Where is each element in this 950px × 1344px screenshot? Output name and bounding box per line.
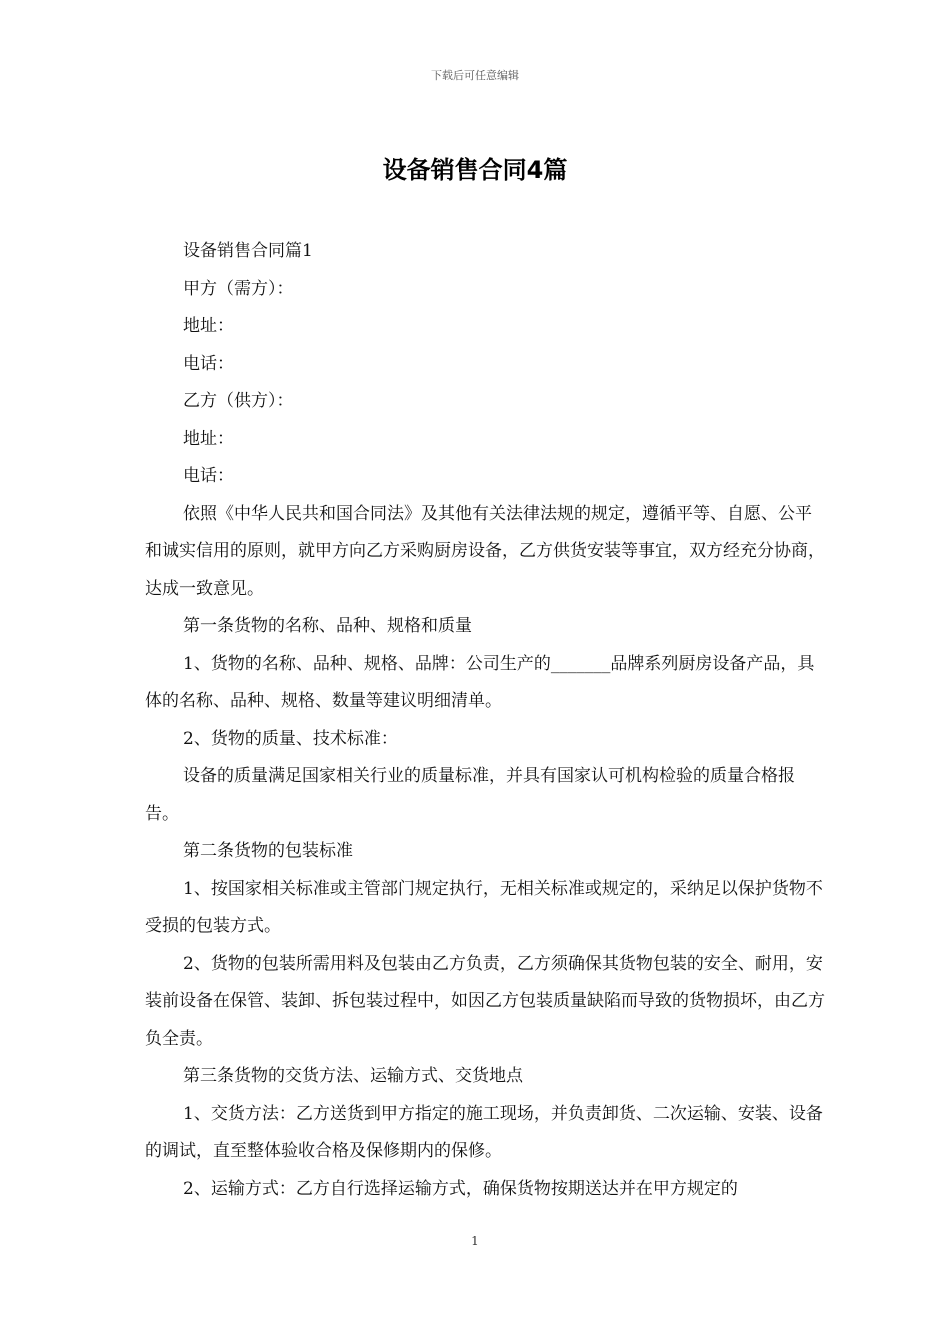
party-b-phone: 电话：	[183, 466, 234, 486]
party-b-address: 地址：	[183, 428, 234, 449]
article-2-clause-1: 1、按国家相关标准或主管部门规定执行，无相关标准或规定的，采纳足以保护货物不受损的包装方式。	[145, 878, 823, 936]
page-number: 1	[471, 1234, 479, 1248]
section-heading: 设备销售合同篇1	[183, 241, 313, 261]
document-title: 设备销售合同4篇	[382, 156, 568, 184]
party-b-label: 乙方（供方）：	[183, 391, 294, 411]
article-3-clause-1: 1、交货方法：乙方送货到甲方指定的施工现场，并负责卸货、二次运输、安装、设备的调试，直至整体验收合格及保修期内的保修。	[145, 1103, 823, 1161]
article-3-heading: 第三条货物的交货方法、运输方式、交货地点	[183, 1066, 523, 1086]
article-2-clause-2: 2、货物的包装所需用料及包装由乙方负责，乙方须确保其货物包装的安全、耐用，安装前设备在保管、装卸、拆包装过程中，如因乙方包装质量缺陷而导致的货物损坏，由乙方负全责。	[145, 953, 825, 1049]
article-3-clause-2: 2、运输方式：乙方自行选择运输方式，确保货物按期送达并在甲方规定的	[183, 1178, 738, 1199]
header-note: 下载后可任意编辑	[431, 69, 519, 82]
article-1-clause-2-detail: 设备的质量满足国家相关行业的质量标准，并具有国家认可机构检验的质量合格报告。	[145, 766, 795, 824]
party-a-phone: 电话：	[183, 353, 234, 374]
party-a-address: 地址：	[183, 316, 234, 336]
article-1-heading: 第一条货物的名称、品种、规格和质量	[183, 616, 472, 636]
article-1-clause-1: 1、货物的名称、品种、规格、品牌：公司生产的_______品牌系列厨房设备产品，具体的名称、品种、规格、数量等建议明细清单。	[145, 653, 815, 711]
party-a-label: 甲方（需方）：	[183, 278, 294, 299]
article-1-clause-2: 2、货物的质量、技术标准：	[183, 728, 398, 749]
article-2-heading: 第二条货物的包装标准	[183, 841, 353, 861]
preamble-paragraph: 依照《中华人民共和国合同法》及其他有关法律法规的规定，遵循平等、自愿、公平和诚实信用的原则，就甲方向乙方采购厨房设备，乙方供货安装等事宜，双方经充分协商，达成一致意见。	[145, 503, 825, 599]
document-body	[145, 233, 825, 1208]
